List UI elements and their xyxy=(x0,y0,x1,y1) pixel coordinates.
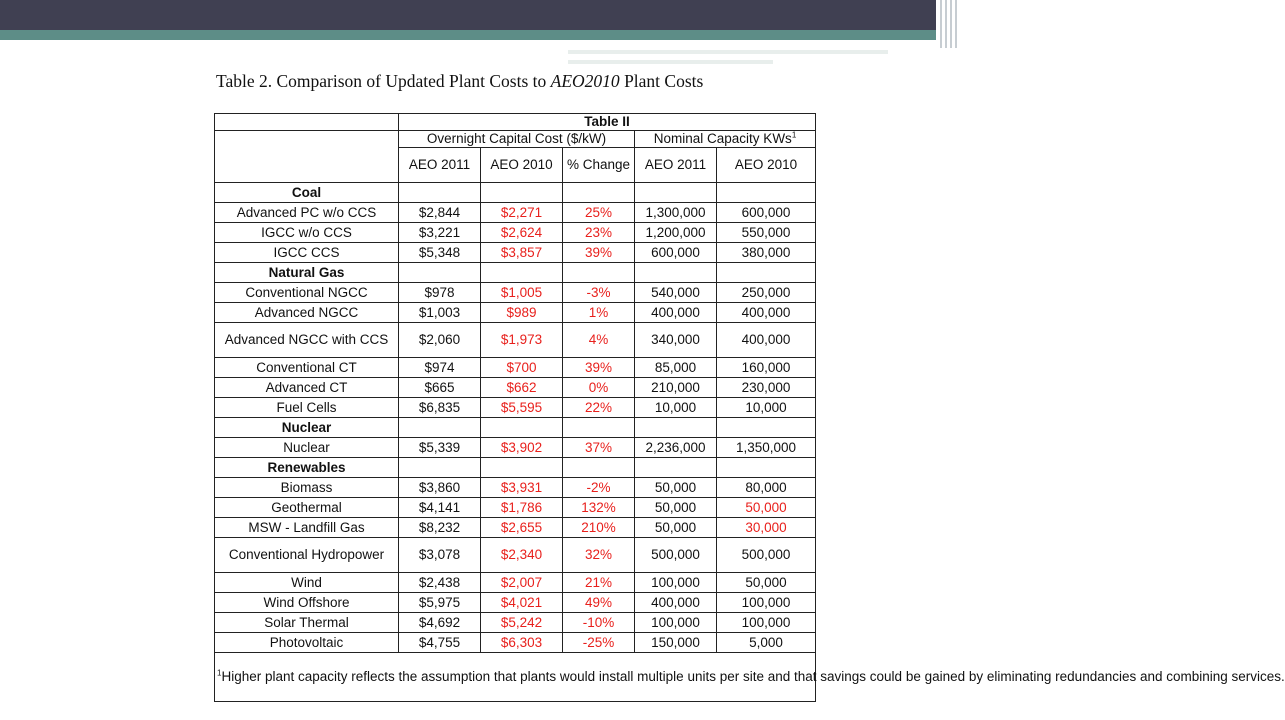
cost-2010-cell: $2,007 xyxy=(481,573,563,593)
nominal-capacity-label: Nominal Capacity KWs xyxy=(653,131,792,146)
cost-2010-cell: $989 xyxy=(481,303,563,323)
capacity-2011-cell: 540,000 xyxy=(635,283,717,303)
plant-type-cell: MSW - Landfill Gas xyxy=(215,518,399,538)
capacity-2011-cell: 85,000 xyxy=(635,358,717,378)
capacity-2010-cell: 230,000 xyxy=(717,378,816,398)
cost-2011-cell: $5,339 xyxy=(399,438,481,458)
pct-change-cell: 37% xyxy=(563,438,635,458)
table-row xyxy=(215,303,816,323)
capacity-2010-cell: 600,000 xyxy=(717,203,816,223)
cost-2011-cell: $978 xyxy=(399,283,481,303)
col-aeo2010-cost: AEO 2010 xyxy=(481,148,563,183)
plant-type-cell: Solar Thermal xyxy=(215,613,399,633)
empty-cell xyxy=(563,183,635,203)
empty-cell xyxy=(635,458,717,478)
capacity-2010-cell: 10,000 xyxy=(717,398,816,418)
pct-change-cell: 0% xyxy=(563,378,635,398)
cost-2010-cell: $2,655 xyxy=(481,518,563,538)
overnight-capital-cost-header: Overnight Capital Cost ($/kW) xyxy=(399,131,635,148)
table-row xyxy=(215,438,816,458)
cost-2010-cell: $700 xyxy=(481,358,563,378)
capacity-2011-cell: 1,300,000 xyxy=(635,203,717,223)
pct-change-cell: 39% xyxy=(563,243,635,263)
cost-2011-cell: $8,232 xyxy=(399,518,481,538)
capacity-2010-cell: 100,000 xyxy=(717,613,816,633)
table-row xyxy=(215,398,816,418)
accent-line-lower xyxy=(568,60,773,64)
plant-type-cell: IGCC w/o CCS xyxy=(215,223,399,243)
section-row xyxy=(215,458,816,478)
empty-cell xyxy=(635,183,717,203)
section-label: Renewables xyxy=(215,458,399,478)
table-caption xyxy=(216,71,703,92)
plant-type-cell: Advanced NGCC xyxy=(215,303,399,323)
cost-2010-cell: $4,021 xyxy=(481,593,563,613)
section-row xyxy=(215,183,816,203)
capacity-2011-cell: 340,000 xyxy=(635,323,717,358)
footnote-text: Higher plant capacity reflects the assumption that plants would install multiple units per site and that savings could be gained by eliminating redundancies and combining services. xyxy=(221,669,1285,684)
accent-line-upper xyxy=(568,50,888,54)
table-footnote xyxy=(215,653,1285,702)
empty-cell xyxy=(717,458,816,478)
empty-cell xyxy=(635,263,717,283)
plant-type-cell: Biomass xyxy=(215,478,399,498)
cost-2011-cell: $2,438 xyxy=(399,573,481,593)
table-row xyxy=(215,378,816,398)
empty-cell xyxy=(399,418,481,438)
section-row xyxy=(215,418,816,438)
cost-2011-cell: $4,141 xyxy=(399,498,481,518)
side-stripe xyxy=(945,0,947,48)
side-stripe xyxy=(950,0,952,48)
caption-prefix: Table 2. Comparison of Updated Plant Costs to xyxy=(216,71,551,91)
col-aeo2011-capacity: AEO 2011 xyxy=(635,148,717,183)
col-aeo2010-capacity: AEO 2010 xyxy=(717,148,816,183)
plant-type-cell: Geothermal xyxy=(215,498,399,518)
cost-2010-cell: $3,857 xyxy=(481,243,563,263)
table-row xyxy=(215,203,816,223)
empty-cell xyxy=(399,183,481,203)
caption-italic: AEO2010 xyxy=(550,71,620,91)
cost-2010-cell: $1,005 xyxy=(481,283,563,303)
capacity-2010-cell: 30,000 xyxy=(717,518,816,538)
pct-change-cell: -2% xyxy=(563,478,635,498)
capacity-2011-cell: 100,000 xyxy=(635,573,717,593)
cost-2010-cell: $662 xyxy=(481,378,563,398)
capacity-2011-cell: 10,000 xyxy=(635,398,717,418)
capacity-2011-cell: 400,000 xyxy=(635,593,717,613)
cost-2011-cell: $4,755 xyxy=(399,633,481,653)
capacity-2011-cell: 150,000 xyxy=(635,633,717,653)
cost-2011-cell: $1,003 xyxy=(399,303,481,323)
plant-cost-table xyxy=(214,113,1285,702)
capacity-2011-cell: 210,000 xyxy=(635,378,717,398)
pct-change-cell: 210% xyxy=(563,518,635,538)
plant-type-cell: Fuel Cells xyxy=(215,398,399,418)
table-row xyxy=(215,243,816,263)
side-stripe xyxy=(940,0,942,48)
table-row xyxy=(215,538,816,573)
cost-2011-cell: $3,221 xyxy=(399,223,481,243)
plant-type-cell: IGCC CCS xyxy=(215,243,399,263)
capacity-2010-cell: 50,000 xyxy=(717,573,816,593)
empty-cell xyxy=(717,418,816,438)
capacity-2011-cell: 2,236,000 xyxy=(635,438,717,458)
pct-change-cell: 25% xyxy=(563,203,635,223)
plant-type-cell: Advanced PC w/o CCS xyxy=(215,203,399,223)
cost-2011-cell: $5,348 xyxy=(399,243,481,263)
pct-change-cell: 23% xyxy=(563,223,635,243)
cost-2010-cell: $5,242 xyxy=(481,613,563,633)
plant-type-cell: Conventional NGCC xyxy=(215,283,399,303)
col-aeo2011-cost: AEO 2011 xyxy=(399,148,481,183)
table-row xyxy=(215,358,816,378)
table-row xyxy=(215,573,816,593)
pct-change-cell: 132% xyxy=(563,498,635,518)
pct-change-cell: 39% xyxy=(563,358,635,378)
section-label: Natural Gas xyxy=(215,263,399,283)
cost-2011-cell: $6,835 xyxy=(399,398,481,418)
plant-type-cell: Advanced CT xyxy=(215,378,399,398)
capacity-2011-cell: 50,000 xyxy=(635,478,717,498)
section-label: Nuclear xyxy=(215,418,399,438)
cost-2010-cell: $3,931 xyxy=(481,478,563,498)
empty-cell xyxy=(399,263,481,283)
capacity-2010-cell: 380,000 xyxy=(717,243,816,263)
cost-2011-cell: $665 xyxy=(399,378,481,398)
empty-cell xyxy=(563,418,635,438)
capacity-2010-cell: 400,000 xyxy=(717,323,816,358)
table-row xyxy=(215,323,816,358)
table-row xyxy=(215,613,816,633)
capacity-2010-cell: 100,000 xyxy=(717,593,816,613)
pct-change-cell: 4% xyxy=(563,323,635,358)
cost-2011-cell: $974 xyxy=(399,358,481,378)
pct-change-cell: 49% xyxy=(563,593,635,613)
capacity-2010-cell: 550,000 xyxy=(717,223,816,243)
pct-change-cell: 32% xyxy=(563,538,635,573)
cost-2010-cell: $2,271 xyxy=(481,203,563,223)
capacity-2011-cell: 600,000 xyxy=(635,243,717,263)
empty-cell xyxy=(481,458,563,478)
capacity-2010-cell: 160,000 xyxy=(717,358,816,378)
table-row xyxy=(215,498,816,518)
cost-2011-cell: $3,860 xyxy=(399,478,481,498)
cost-2010-cell: $6,303 xyxy=(481,633,563,653)
pct-change-cell: 22% xyxy=(563,398,635,418)
capacity-2011-cell: 50,000 xyxy=(635,498,717,518)
cost-2011-cell: $2,060 xyxy=(399,323,481,358)
empty-cell xyxy=(717,263,816,283)
empty-cell xyxy=(563,263,635,283)
pct-change-cell: -3% xyxy=(563,283,635,303)
capacity-2011-cell: 50,000 xyxy=(635,518,717,538)
table-row xyxy=(215,283,816,303)
plant-type-cell: Wind xyxy=(215,573,399,593)
table-row xyxy=(215,478,816,498)
row-label-header xyxy=(215,131,399,183)
cost-2010-cell: $1,973 xyxy=(481,323,563,358)
cost-2011-cell: $3,078 xyxy=(399,538,481,573)
capacity-2010-cell: 50,000 xyxy=(717,498,816,518)
cost-2010-cell: $2,624 xyxy=(481,223,563,243)
plant-type-cell: Nuclear xyxy=(215,438,399,458)
pct-change-cell: 1% xyxy=(563,303,635,323)
empty-cell xyxy=(481,418,563,438)
cost-2010-cell: $1,786 xyxy=(481,498,563,518)
nominal-capacity-header xyxy=(635,131,816,148)
capacity-2010-cell: 80,000 xyxy=(717,478,816,498)
pct-change-cell: -10% xyxy=(563,613,635,633)
empty-cell xyxy=(481,183,563,203)
empty-cell xyxy=(563,458,635,478)
capacity-2011-cell: 100,000 xyxy=(635,613,717,633)
side-stripe xyxy=(955,0,957,48)
cost-2011-cell: $5,975 xyxy=(399,593,481,613)
cost-2010-cell: $5,595 xyxy=(481,398,563,418)
capacity-2011-cell: 1,200,000 xyxy=(635,223,717,243)
empty-cell xyxy=(635,418,717,438)
plant-type-cell: Conventional Hydropower xyxy=(215,538,399,573)
plant-type-cell: Wind Offshore xyxy=(215,593,399,613)
capacity-2010-cell: 400,000 xyxy=(717,303,816,323)
footnote-marker: 1 xyxy=(217,668,222,678)
capacity-2010-cell: 5,000 xyxy=(717,633,816,653)
teal-accent-line xyxy=(0,30,936,40)
section-row xyxy=(215,263,816,283)
pct-change-cell: -25% xyxy=(563,633,635,653)
section-label: Coal xyxy=(215,183,399,203)
cost-2011-cell: $4,692 xyxy=(399,613,481,633)
plant-type-cell: Photovoltaic xyxy=(215,633,399,653)
pct-change-cell: 21% xyxy=(563,573,635,593)
corner-cell xyxy=(215,114,399,131)
table-row xyxy=(215,633,816,653)
cost-2010-cell: $3,902 xyxy=(481,438,563,458)
cost-2011-cell: $2,844 xyxy=(399,203,481,223)
table-row xyxy=(215,593,816,613)
footnote-ref: 1 xyxy=(791,130,797,140)
top-bar xyxy=(0,0,936,30)
plant-type-cell: Conventional CT xyxy=(215,358,399,378)
capacity-2010-cell: 1,350,000 xyxy=(717,438,816,458)
capacity-2011-cell: 400,000 xyxy=(635,303,717,323)
empty-cell xyxy=(481,263,563,283)
plant-type-cell: Advanced NGCC with CCS xyxy=(215,323,399,358)
table-row xyxy=(215,223,816,243)
empty-cell xyxy=(717,183,816,203)
capacity-2010-cell: 250,000 xyxy=(717,283,816,303)
capacity-2010-cell: 500,000 xyxy=(717,538,816,573)
table-title: Table II xyxy=(399,114,816,131)
cost-2010-cell: $2,340 xyxy=(481,538,563,573)
empty-cell xyxy=(399,458,481,478)
capacity-2011-cell: 500,000 xyxy=(635,538,717,573)
col-pct-change: % Change xyxy=(563,148,635,183)
table-row xyxy=(215,518,816,538)
caption-suffix: Plant Costs xyxy=(619,71,704,91)
